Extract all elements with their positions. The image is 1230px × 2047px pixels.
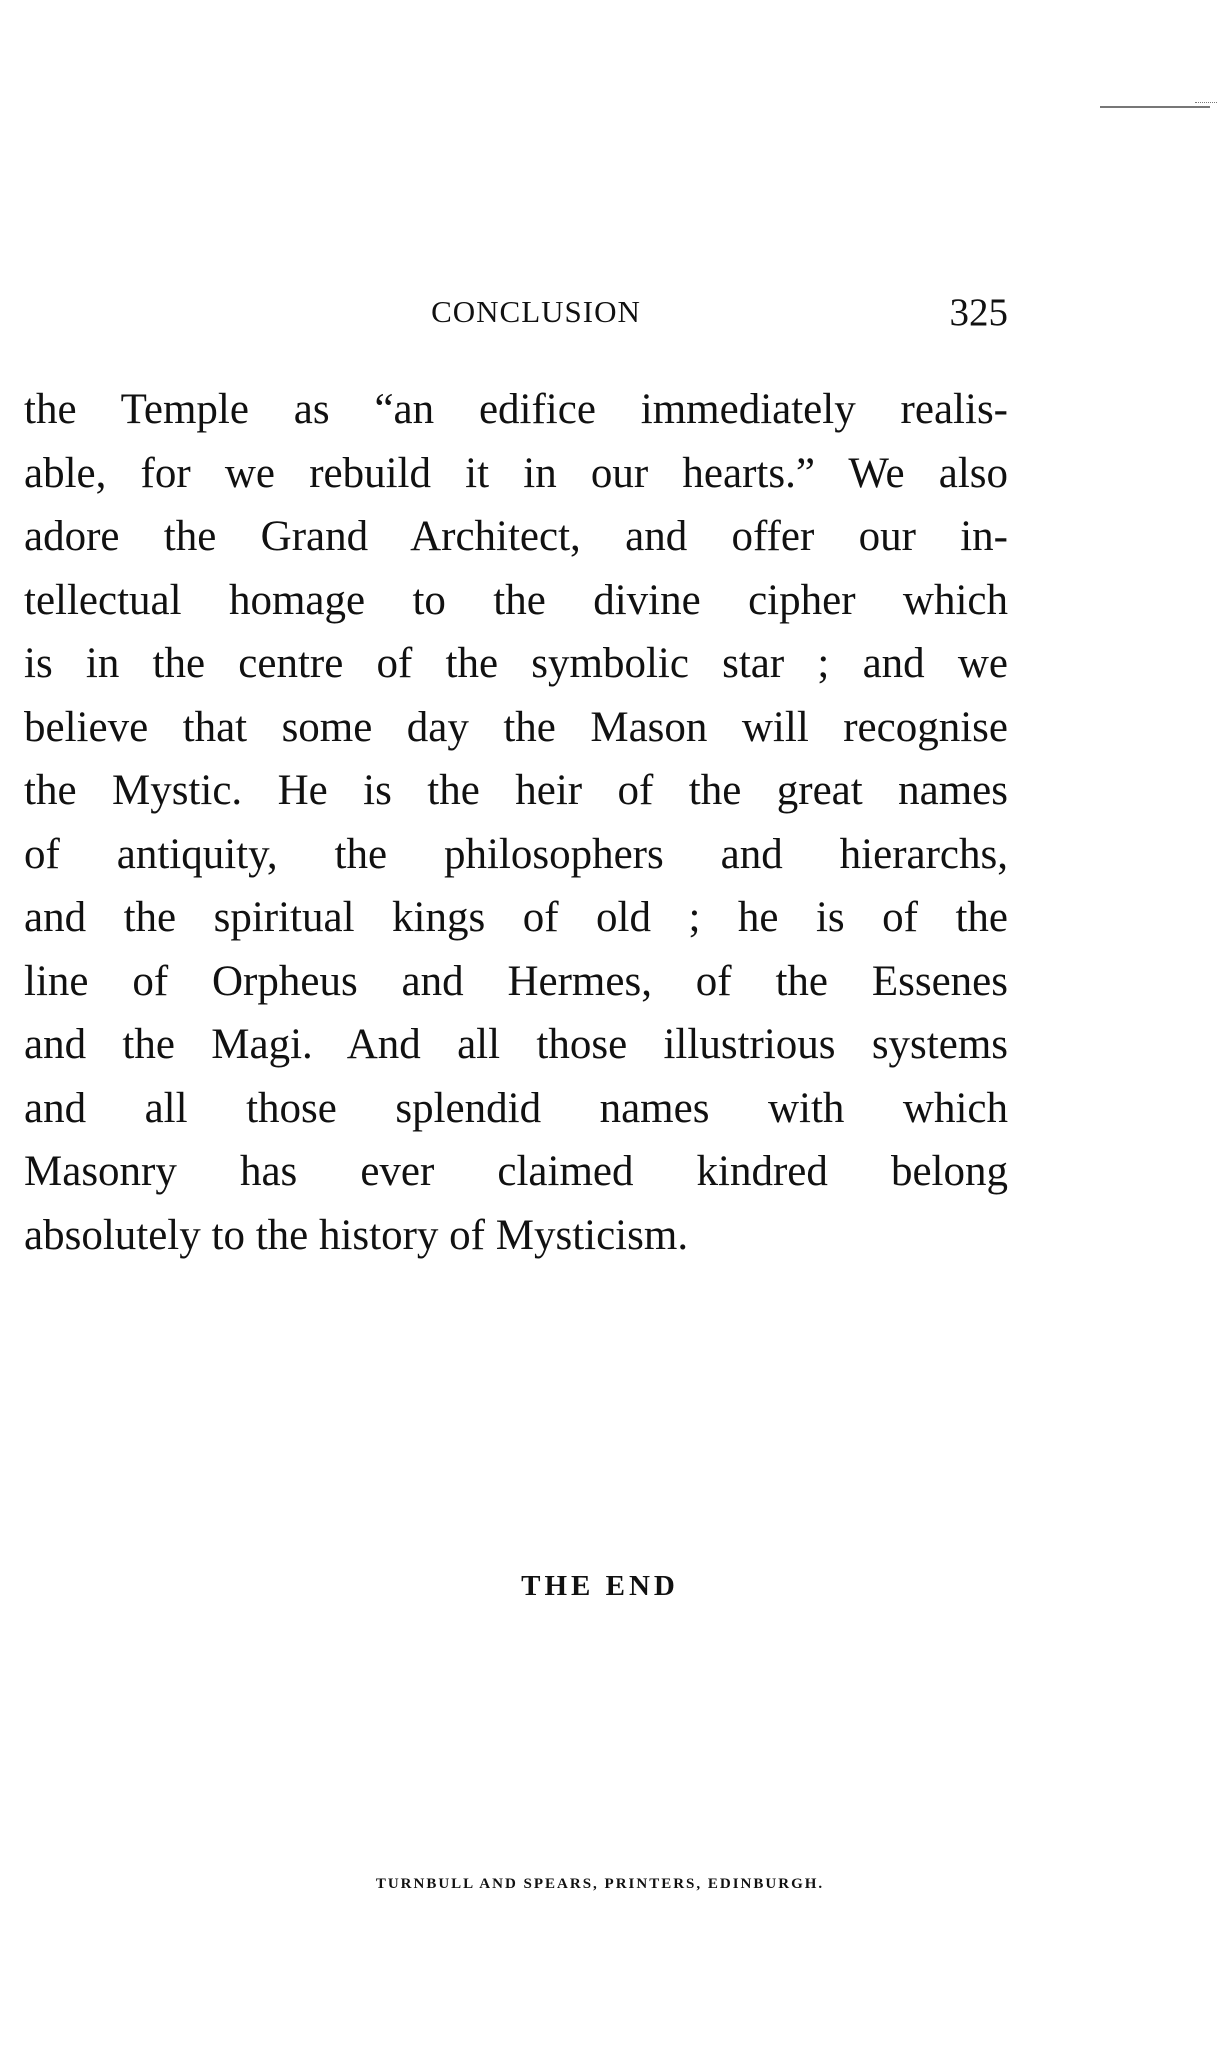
the-end-heading: THE END xyxy=(521,1570,679,1602)
running-head xyxy=(24,290,1008,334)
body-line: of antiquity, the philosophers and hierarchs, xyxy=(24,830,1008,878)
body-line: and all those splendid names with which xyxy=(24,1084,1008,1132)
corner-rule-dotted xyxy=(1195,102,1217,103)
body-line: line of Orpheus and Hermes, of the Essenes xyxy=(24,957,1008,1005)
body-line: is in the centre of the symbolic star ; and we xyxy=(24,640,1008,687)
body-line: believe that some day the Mason will recognise xyxy=(24,703,1008,751)
body-line: tellectual homage to the divine cipher which xyxy=(24,576,1008,624)
body-text xyxy=(24,378,1008,1267)
body-line: the Temple as “an edifice immediately realis- xyxy=(24,386,1008,433)
body-line: and the Magi. And all those illustrious systems xyxy=(24,1021,1008,1068)
body-line: and the spiritual kings of old ; he is of the xyxy=(24,894,1008,941)
body-line: the Mystic. He is the heir of the great names xyxy=(24,767,1008,814)
corner-rule xyxy=(1100,106,1210,108)
body-line: Masonry has ever claimed kindred belong xyxy=(24,1148,1008,1195)
body-line: able, for we rebuild it in our hearts.” We also xyxy=(24,449,1008,497)
printer-imprint: TURNBULL AND SPEARS, PRINTERS, EDINBURGH. xyxy=(375,1876,825,1892)
page-number: 325 xyxy=(949,291,1008,334)
body-line-last: absolutely to the history of Mysticism. xyxy=(24,1211,689,1259)
running-title: CONCLUSION xyxy=(431,294,641,329)
body-line: adore the Grand Architect, and offer our in- xyxy=(24,513,1008,560)
